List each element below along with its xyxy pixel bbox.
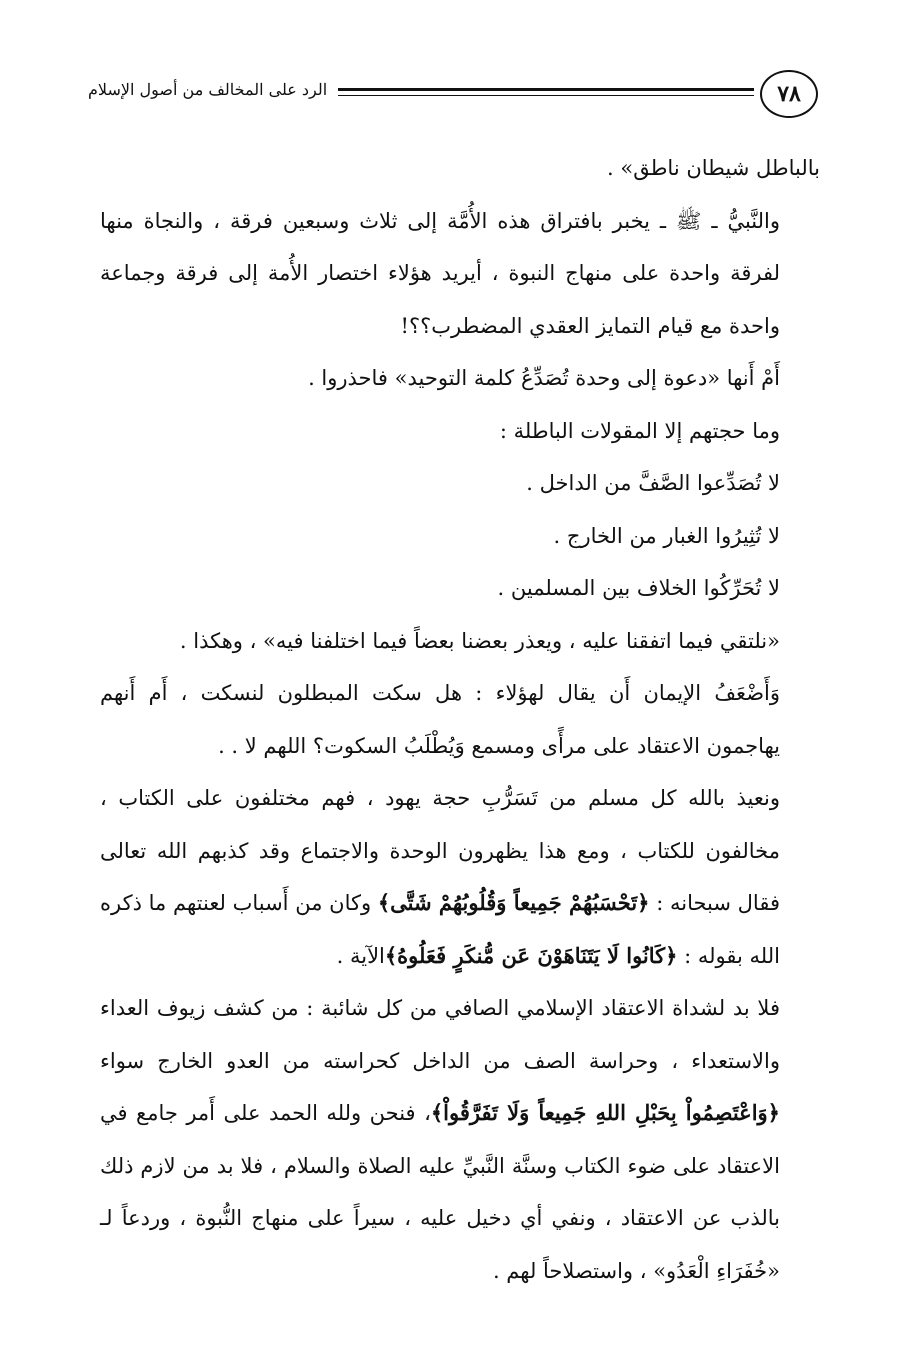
paragraph-text: وكان من أَسباب لعنتهم ما ذكره الله بقوله : <box>100 891 780 968</box>
running-header-title: الرد على المخالف من أصول الإسلام <box>88 80 328 99</box>
paragraph-text: الآية . <box>336 943 385 968</box>
quran-verse: ﴿تَحْسَبُهُمْ جَمِيعاً وَقُلُوبُهُمْ شَتَّى﴾ <box>377 890 650 915</box>
paragraph: والنَّبيُّ ـ ﷺ ـ يخبر بافتراق هذه الأُمَّة إلى ثلاث وسبعين فرقة ، والنجاة منها لفرقة واحدة على منهاج النبوة ، أيريد هؤلاء اختصار الأُمة إلى فرقة وجماعة واحدة مع قيام التمايز العقدي المضطرب؟؟! <box>100 208 780 338</box>
paragraph <box>100 982 820 1297</box>
quran-verse: ﴿وَاعْتَصِمُواْ بِحَبْلِ اللهِ جَمِيعاً وَلَا تَفَرَّقُواْ﴾ <box>430 1100 780 1125</box>
paragraph-text: ، فنحن ولله الحمد على أَمر جامع في الاعتقاد على ضوء الكتاب وسنَّة النَّبيِّ عليه الصلاة والسلام ، فلا بد من لازم ذلك بالذب عن الاعتقاد ، ونفي أي دخيل عليه ، سيراً على منهاج النُّبوة ، وردعاً لـ «خُفَرَاءِ الْعَدُو» ، واستصلاحاً لهم . <box>100 1101 780 1283</box>
paragraph: وما حجتهم إلا المقولات الباطلة : <box>499 418 780 443</box>
paragraph: «نلتقي فيما اتفقنا عليه ، ويعذر بعضنا بعضاً فيما اختلفنا فيه» ، وهكذا . <box>179 628 780 653</box>
header-rule-thick <box>338 88 754 91</box>
paragraph: لا تُحَرِّكُوا الخلاف بين المسلمين . <box>497 576 780 600</box>
quran-verse: ﴿كَانُوا لَا يَتَنَاهَوْنَ عَن مُّنكَرٍ فَعَلُوهُ﴾ <box>384 942 678 968</box>
paragraph: وَأَضْعَفُ الإيمان أَن يقال لهؤلاء : هل سكت المبطلون لنسكت ، أَم أَنهم يهاجمون الاعتقاد على مرأًى ومسمع وَيُطْلَبُ السكوت؟ اللهم لا . . <box>100 681 780 758</box>
paragraph: لا تُصَدِّعوا الصَّفَّ من الداخل . <box>526 471 780 495</box>
header-rule-thin <box>338 95 754 96</box>
paragraph-text: ونعيذ بالله كل مسلم من تَسَرُّبِ حجة يهود ، فهم مختلفون على الكتاب ، مخالفون للكتاب ، ومع هذا يظهرون الوحدة والاجتماع وقد كذبهم الله تعالى فقال سبحانه : <box>100 786 780 915</box>
running-header <box>88 66 818 128</box>
paragraph: أَمْ أَنها «دعوة إلى وحدة تُصَدِّعُ كلمة التوحيد» فاحذروا . <box>308 366 780 390</box>
paragraph: لا تُثِيرُوا الغبار من الخارج . <box>553 523 780 548</box>
paragraph: بالباطل شيطان ناطق» . <box>607 156 820 180</box>
page-number-badge: ٧٨ <box>760 70 818 118</box>
paragraph <box>100 772 820 982</box>
paragraph-text: فلا بد لشداة الاعتقاد الإسلامي الصافي من كل شائبة : من كشف زيوف العداء والاستعداء ، وحراسة الصف من الداخل كحراسته من العدو الخارج سواء <box>100 996 780 1073</box>
header-double-rule <box>338 88 754 100</box>
body-text <box>100 142 820 1297</box>
